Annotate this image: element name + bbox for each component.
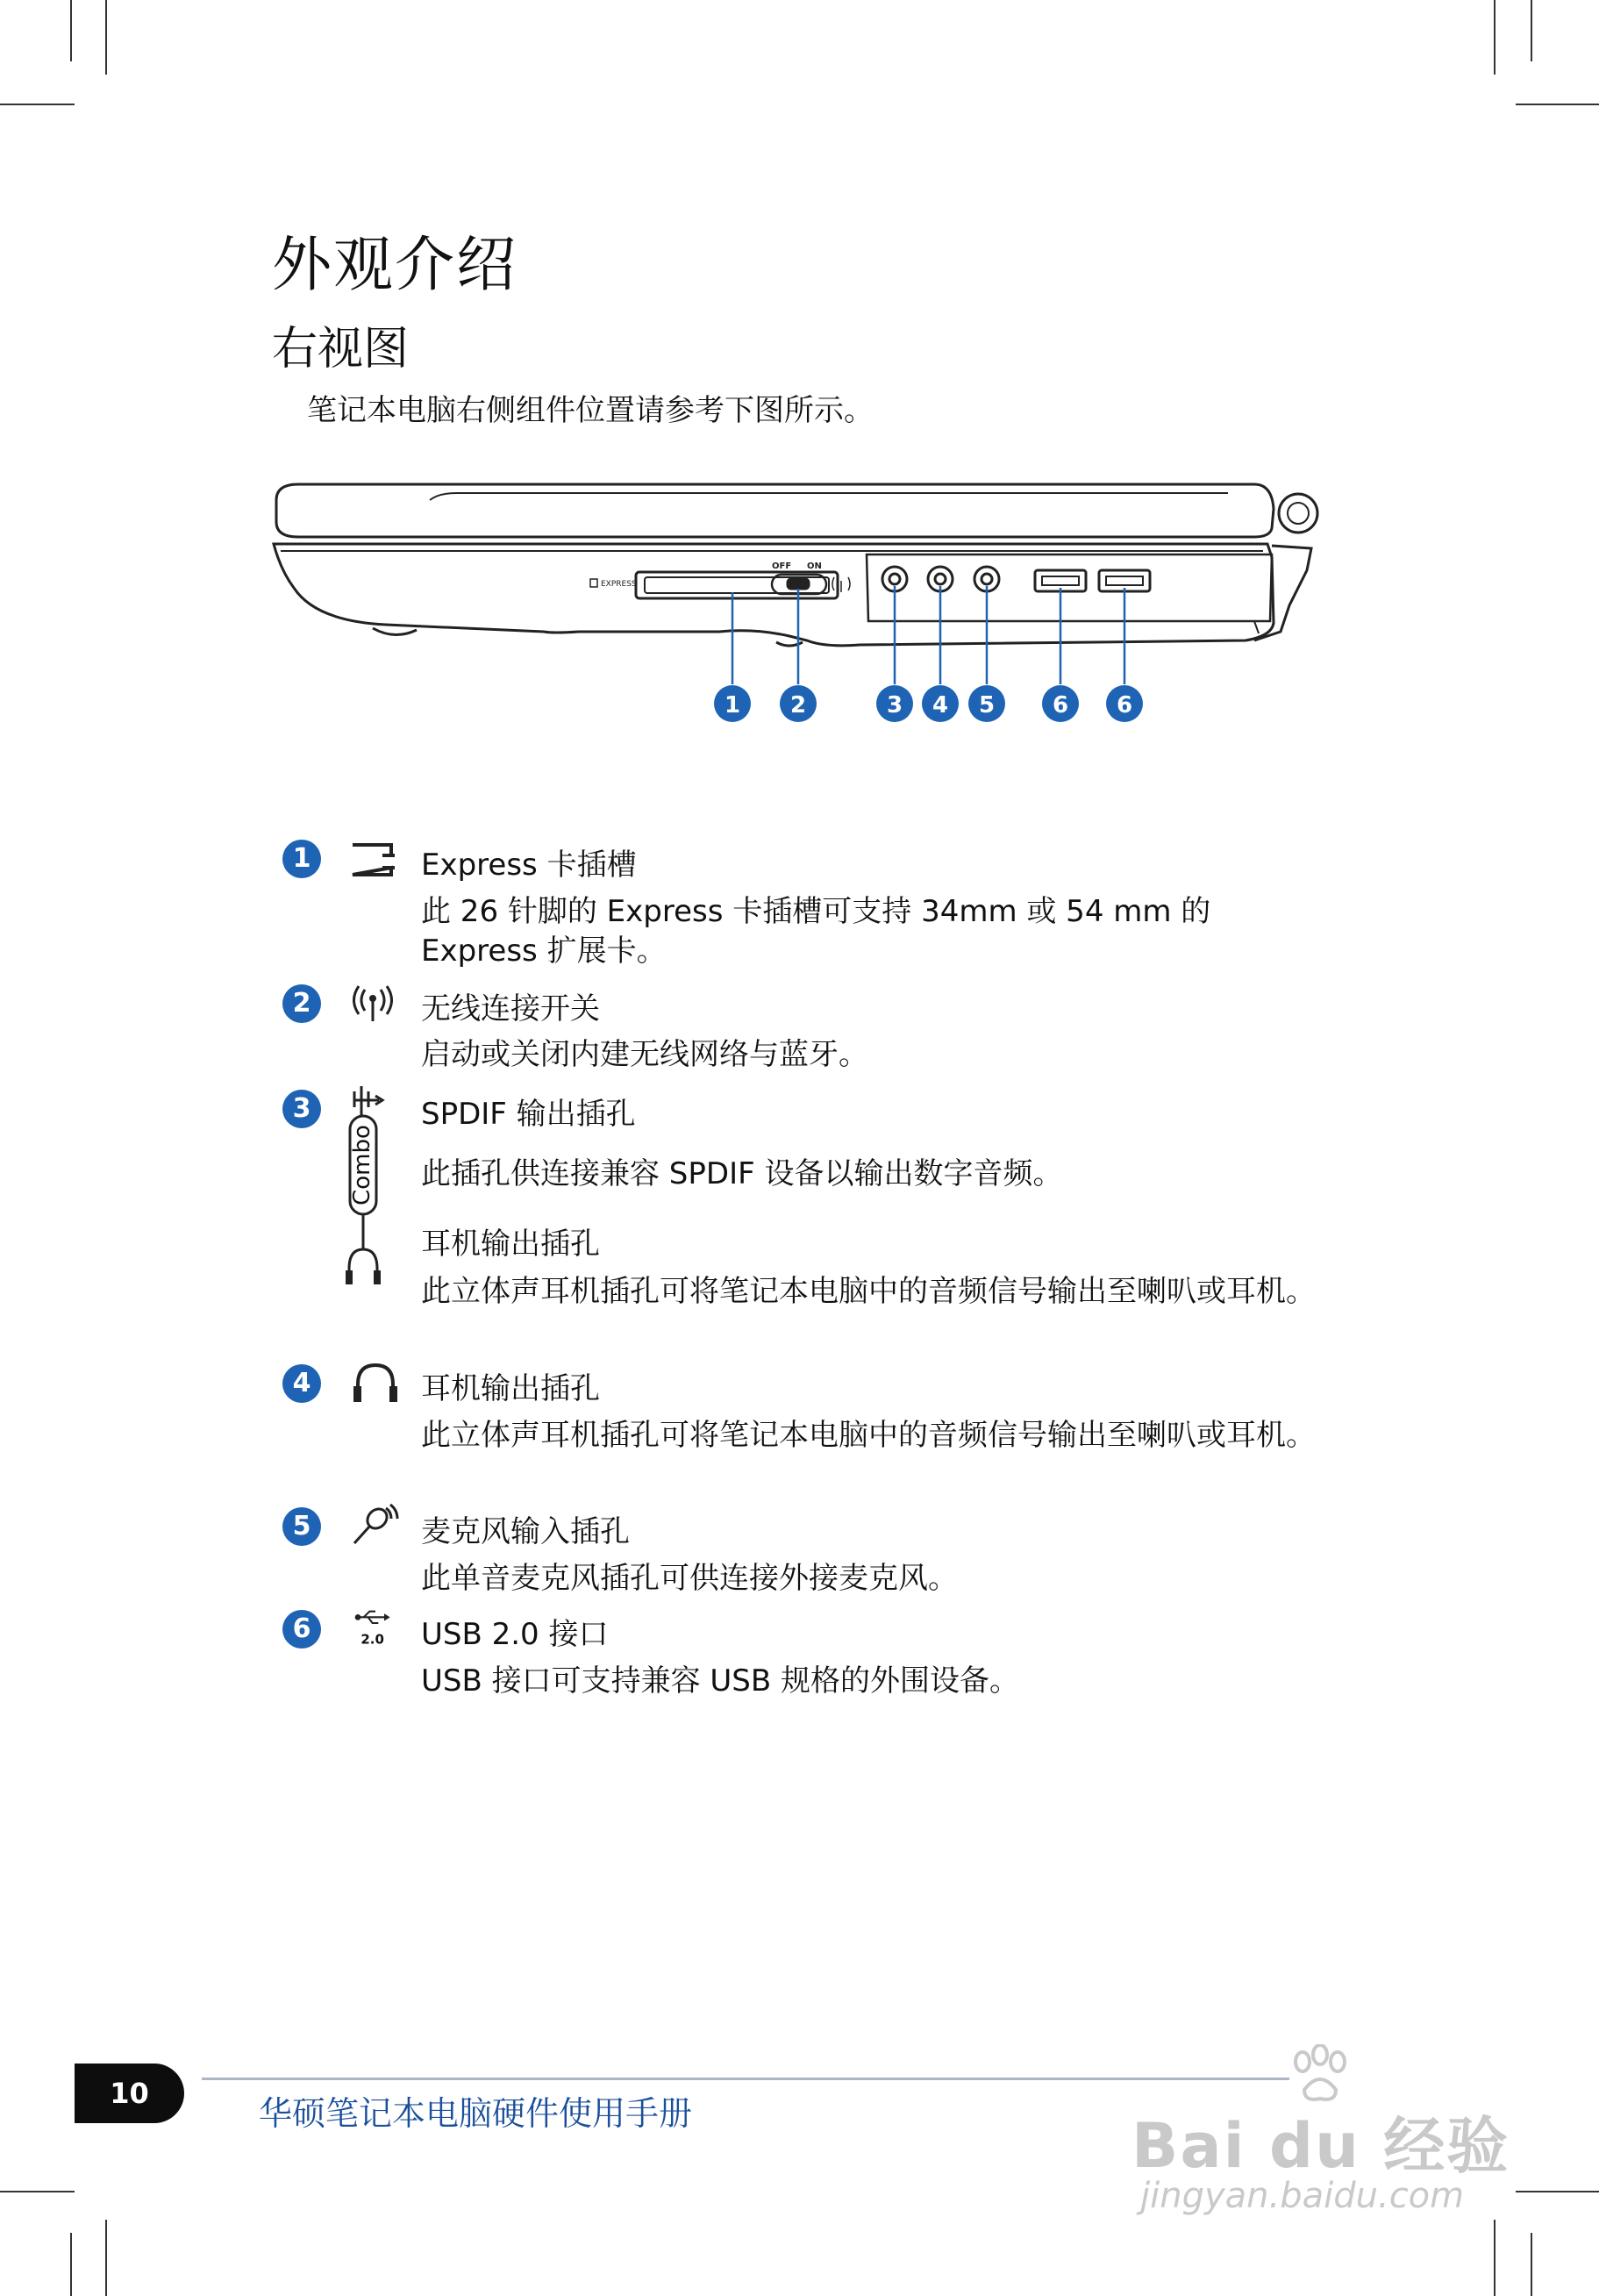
item-number-badge: 2	[282, 984, 321, 1023]
combo-label: Combo	[349, 1125, 375, 1205]
item-title: 无线连接开关	[421, 991, 600, 1026]
spdif-combo-icon	[344, 1081, 402, 1300]
callout-5-label: 5	[978, 692, 996, 719]
item-title: 麦克风输入插孔	[421, 1514, 630, 1549]
wireless-icon	[349, 981, 402, 1025]
footer-manual-title: 华硕笔记本电脑硬件使用手册	[259, 2094, 693, 2133]
item-description: 此插孔供连接兼容 SPDIF 设备以输出数字音频。	[421, 1156, 1063, 1191]
callout-2-label: 2	[789, 692, 807, 719]
item-subtitle: 耳机输出插孔	[421, 1227, 600, 1262]
item-number-badge: 1	[282, 840, 321, 878]
item-number-badge: 6	[282, 1610, 321, 1649]
crop-mark	[105, 2220, 107, 2296]
page-title: 外观介绍	[272, 231, 518, 300]
callout-6a-label: 6	[1052, 692, 1069, 719]
crop-mark	[0, 104, 75, 105]
crop-mark	[1531, 0, 1532, 61]
item-title: Express 卡插槽	[421, 848, 637, 883]
item-number-badge: 4	[282, 1364, 321, 1403]
item-title: SPDIF 输出插孔	[421, 1097, 636, 1132]
watermark-url: jingyan.baidu.com	[1140, 2176, 1465, 2216]
crop-mark	[70, 0, 72, 61]
callout-1-label: 1	[724, 692, 741, 719]
crop-mark	[70, 2233, 72, 2296]
crop-mark	[105, 0, 107, 75]
crop-mark	[1516, 2191, 1599, 2192]
express-card-icon	[349, 838, 402, 882]
item-description-2: 此立体声耳机插孔可将笔记本电脑中的音频信号输出至喇叭或耳机。	[421, 1274, 1316, 1309]
item-description: USB 接口可支持兼容 USB 规格的外围设备。	[421, 1663, 1020, 1699]
crop-mark	[1531, 2233, 1532, 2296]
page-number: 10	[75, 2064, 184, 2123]
switch-off-label: OFF	[772, 561, 792, 571]
item-title: 耳机输出插孔	[421, 1371, 600, 1406]
item-number-badge: 5	[282, 1507, 321, 1546]
headphone-icon	[349, 1362, 402, 1405]
watermark-brand: Bai du 经验	[1131, 2110, 1510, 2182]
usb-icon	[349, 1606, 402, 1649]
section-title: 右视图	[272, 323, 410, 376]
switch-on-label: ON	[807, 561, 822, 571]
item-description: 此立体声耳机插孔可将笔记本电脑中的音频信号输出至喇叭或耳机。	[421, 1418, 1316, 1453]
microphone-icon	[349, 1503, 402, 1547]
footer-rule	[202, 2078, 1289, 2080]
crop-mark	[1494, 2220, 1495, 2296]
callout-4-label: 4	[932, 692, 949, 719]
item-title: USB 2.0 接口	[421, 1617, 609, 1652]
crop-mark	[1494, 0, 1495, 75]
callout-3-label: 3	[886, 692, 903, 719]
usb-version-label: 2.0	[360, 1631, 384, 1648]
intro-text: 笔记本电脑右侧组件位置请参考下图所示。	[307, 393, 874, 428]
item-description: 此单音麦克风插孔可供连接外接麦克风。	[421, 1561, 958, 1596]
express-label: EXPRESS	[601, 580, 637, 589]
item-description: 启动或关闭内建无线网络与蓝牙。	[421, 1037, 868, 1072]
callout-6b-label: 6	[1116, 692, 1133, 719]
crop-mark	[0, 2191, 75, 2192]
laptop-right-side-diagram	[263, 474, 1333, 763]
item-description: 此 26 针脚的 Express 卡插槽可支持 34mm 或 54 mm 的 Express 扩展卡。	[421, 894, 1211, 969]
item-number-badge: 3	[282, 1090, 321, 1128]
crop-mark	[1516, 104, 1599, 105]
